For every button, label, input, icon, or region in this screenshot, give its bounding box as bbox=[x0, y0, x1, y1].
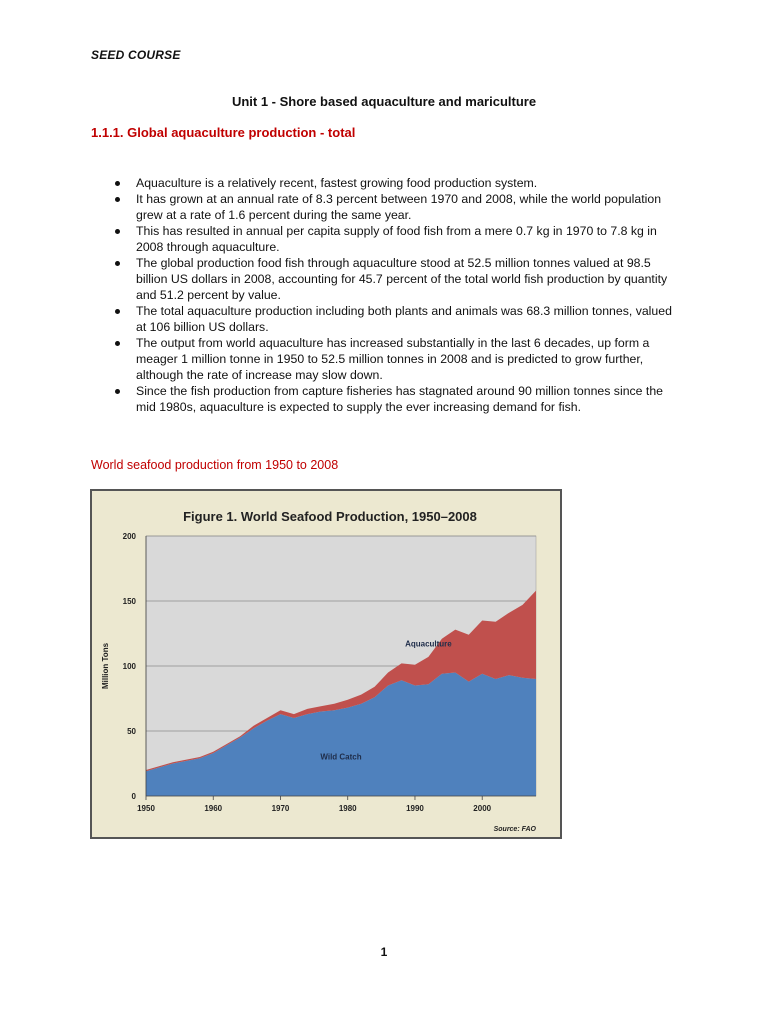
bullet-icon bbox=[115, 261, 120, 266]
y-tick-label: 50 bbox=[127, 727, 136, 736]
bullet-text: The total aquaculture production including both plants and animals was 68.3 million tonnes, valued at 106 billion US dollars. bbox=[136, 304, 672, 334]
y-tick-label: 200 bbox=[122, 532, 136, 541]
bullet-item bbox=[91, 335, 673, 383]
seafood-production-chart bbox=[92, 491, 560, 837]
bullet-item bbox=[91, 191, 673, 223]
bullet-item bbox=[91, 175, 673, 191]
course-header: SEED COURSE bbox=[91, 48, 181, 62]
bullet-icon bbox=[115, 229, 120, 234]
bullet-text: The output from world aquaculture has increased substantially in the last 6 decades, up form a meager 1 million tonne in 1950 to 52.5 million tonnes in 2008 and is predicted to grow further, although the rate of increase may slow down. bbox=[136, 336, 650, 382]
y-tick-label: 100 bbox=[122, 662, 136, 671]
bullet-item bbox=[91, 303, 673, 335]
bullet-list bbox=[91, 175, 673, 415]
bullet-icon bbox=[115, 341, 120, 346]
bullet-icon bbox=[115, 181, 120, 186]
bullet-text: Since the fish production from capture fisheries has stagnated around 90 million tonnes since the mid 1980s, aquaculture is expected to supply the ever increasing demand for fish. bbox=[136, 384, 664, 414]
y-axis-label: Million Tons bbox=[101, 642, 110, 690]
source-label: Source: FAO bbox=[493, 826, 536, 833]
x-tick-label: 1950 bbox=[137, 804, 155, 813]
figure-caption: World seafood production from 1950 to 2008 bbox=[91, 458, 339, 472]
x-tick-label: 1960 bbox=[204, 804, 223, 813]
bullet-item bbox=[91, 223, 673, 255]
series-label: Wild Catch bbox=[320, 752, 362, 762]
bullet-icon bbox=[115, 197, 120, 202]
x-tick-label: 2000 bbox=[473, 804, 492, 813]
unit-title: Unit 1 - Shore based aquaculture and mariculture bbox=[231, 94, 537, 109]
chart-title: Figure 1. World Seafood Production, 1950–2008 bbox=[183, 509, 477, 524]
bullet-text: The global production food fish through aquaculture stood at 52.5 million tonnes valued at 98.5 billion US dollars in 2008, accounting for 45.7 percent of the total world fish production by quantity and 51.2 percent by value. bbox=[136, 256, 668, 302]
page-number: 1 bbox=[380, 945, 388, 959]
figure-frame bbox=[90, 489, 562, 839]
x-tick-label: 1980 bbox=[338, 804, 357, 813]
x-tick-label: 1990 bbox=[406, 804, 424, 813]
y-tick-label: 0 bbox=[131, 792, 136, 801]
bullet-text: Aquaculture is a relatively recent, fastest growing food production system. bbox=[136, 176, 538, 190]
bullet-icon bbox=[115, 309, 120, 314]
y-tick-label: 150 bbox=[122, 597, 136, 606]
bullet-item bbox=[91, 383, 673, 415]
bullet-item bbox=[91, 255, 673, 303]
bullet-text: This has resulted in annual per capita supply of food fish from a mere 0.7 kg in 1970 to 7.8 kg in 2008 through aquaculture. bbox=[136, 224, 657, 254]
series-label: Aquaculture bbox=[405, 639, 452, 649]
section-heading: 1.1.1. Global aquaculture production - total bbox=[91, 125, 356, 140]
bullet-text: It has grown at an annual rate of 8.3 percent between 1970 and 2008, while the world population grew at a rate of 1.6 percent during the same year. bbox=[136, 192, 662, 222]
bullet-icon bbox=[115, 389, 120, 394]
x-tick-label: 1970 bbox=[271, 804, 290, 813]
